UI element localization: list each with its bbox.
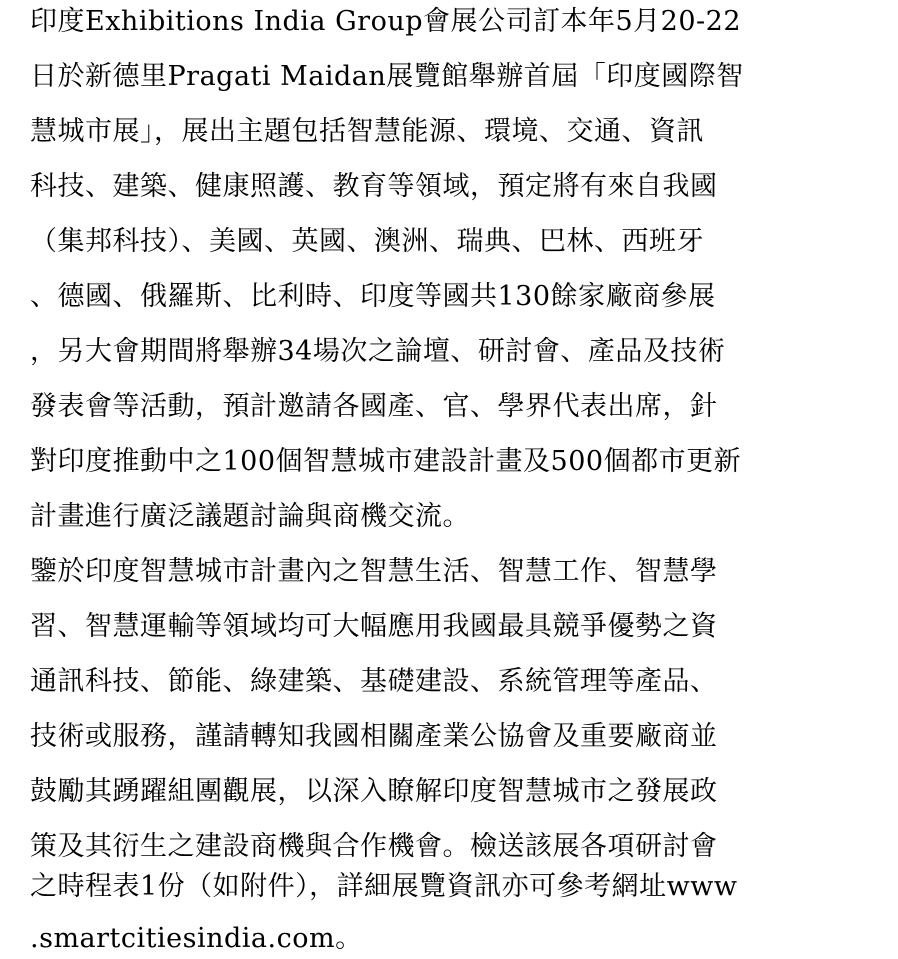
text-line: 日於新德里Pragati Maidan展覽館舉辦首屆「印度國際智 <box>30 61 744 92</box>
text-line: 科技、建築、健康照護、教育等領域，預定將有來自我國 <box>30 171 718 202</box>
text-line: （集邦科技）、美國、英國、澳洲、瑞典、巴林、西班牙 <box>30 226 704 257</box>
link-text: .smartcitiesindia.com。 <box>30 923 363 954</box>
text-line: ，另大會期間將舉辦34場次之論壇、研討會、產品及技術 <box>30 336 726 367</box>
text-line: 對印度推動中之100個智慧城市建設計畫及500個都市更新 <box>30 446 742 477</box>
text-line: 計畫進行廣泛議題討論與商機交流。 <box>30 501 470 532</box>
text-line: 鑒於印度智慧城市計畫內之智慧生活、智慧工作、智慧學 <box>30 556 718 587</box>
text-line: 策及其衍生之建設商機與合作機會。檢送該展各項研討會 <box>30 831 718 862</box>
text-line: 印度Exhibitions India Group會展公司訂本年5月20-22 <box>30 6 742 37</box>
text-line: 之時程表1份（如附件），詳細展覽資訊亦可參考網址www <box>30 871 738 902</box>
text-line: 慧城市展」，展出主題包括智慧能源、環境、交通、資訊 <box>30 116 704 147</box>
text-line: 發表會等活動，預計邀請各國產、官、學界代表出席，針 <box>30 391 718 422</box>
text-line: 通訊科技、節能、綠建築、基礎建設、系統管理等產品、 <box>30 666 718 697</box>
text-line: 習、智慧運輸等領域均可大幅應用我國最具競爭優勢之資 <box>30 611 718 642</box>
text-line: 鼓勵其踴躍組團觀展，以深入瞭解印度智慧城市之發展政 <box>30 776 718 807</box>
text-line: 技術或服務，謹請轉知我國相關產業公協會及重要廠商並 <box>30 721 718 752</box>
text-line: 、德國、俄羅斯、比利時、印度等國共130餘家廠商參展 <box>30 281 716 312</box>
